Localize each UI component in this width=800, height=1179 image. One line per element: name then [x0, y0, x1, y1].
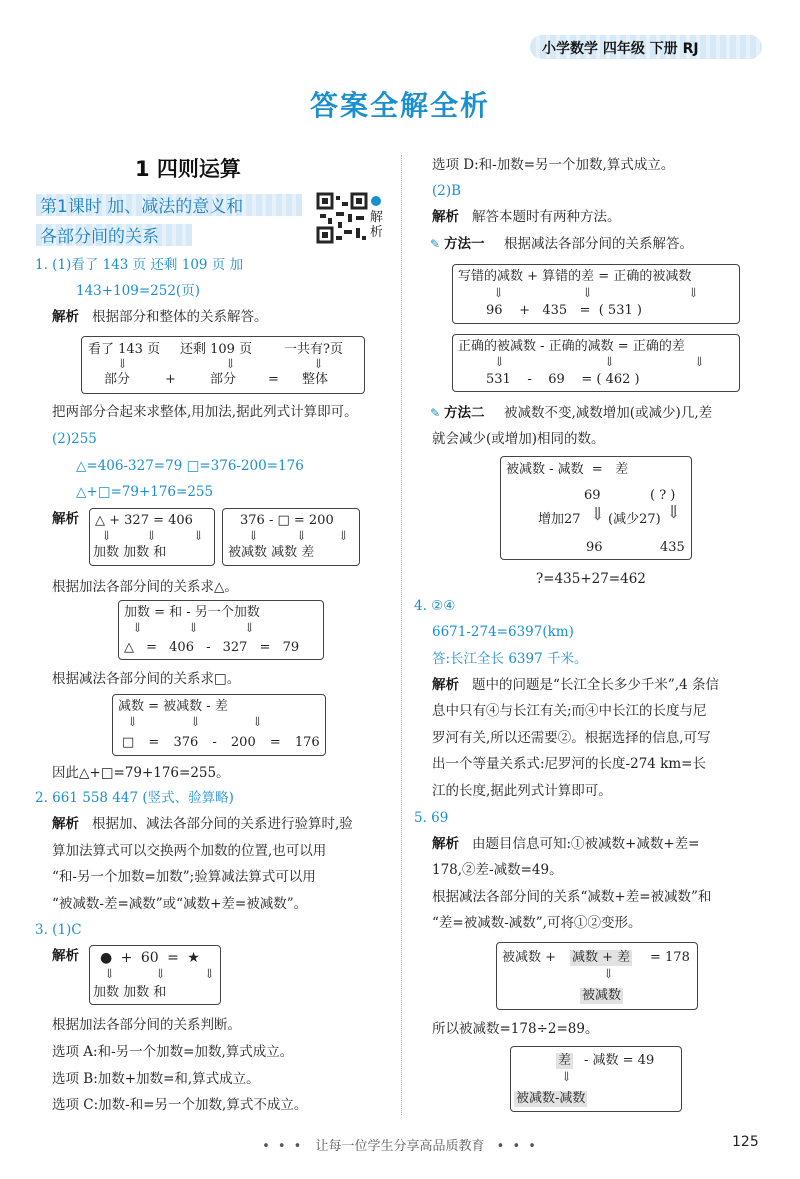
q5: 5. 69 [414, 810, 449, 826]
method1-text: 根据减法各部分间的关系解答。 [504, 236, 693, 252]
arrow-down-icon: ⇓ [494, 355, 505, 370]
q4-b: 答:长江全长 6397 千米。 [432, 651, 588, 667]
q4: 4. ②④ [414, 598, 456, 614]
box5-bot: 加数 加数 和 [93, 985, 167, 1000]
box1-f: 整体 [302, 372, 329, 387]
box1-b: 还剩 109 页 [180, 342, 253, 357]
box9-top-c: = 178 [650, 950, 690, 965]
box3-top: 加数 = 和 - 另一个加数 [124, 605, 260, 620]
arrow-down-icon: ⇓ [582, 286, 593, 301]
q4-a: 6671-274=6397(km) [432, 624, 574, 640]
box4-top: 减数 = 被减数 - 差 [118, 699, 228, 714]
arrow-down-icon: ⇓ [603, 967, 614, 982]
jx-label: 解析 [52, 511, 79, 527]
chapter-title: 1 四则运算 [135, 157, 241, 181]
box1-d: 部分 [104, 372, 131, 387]
qr-play-icon [371, 196, 381, 206]
q1-2a: △=406-327=79 □=376-200=176 [76, 458, 304, 474]
q1-2-c3: 因此△+□=79+176=255。 [52, 765, 230, 781]
q4-jx5: 江的长度,据此列式计算即可。 [432, 783, 612, 799]
box8-dec: (减少27) [608, 512, 661, 527]
q1-2-c1: 根据加法各部分间的关系求△。 [52, 579, 238, 595]
arrow-down-icon: ⇓ [132, 621, 143, 636]
jx-label: 解析 [52, 948, 79, 964]
qr-label: 解析 [370, 210, 384, 240]
arrow-down-icon: ⇓ [146, 529, 157, 544]
box8-v1: 69 [584, 488, 601, 503]
box10-top-b: - 减数 = 49 [584, 1053, 655, 1068]
arrow-down-icon: ⇓ [694, 355, 705, 370]
q3-c4: 选项 C:加数-和=另一个加数,算式不成立。 [52, 1097, 308, 1113]
header-tag-text: 小学数学 四年级 下册 RJ [542, 41, 699, 57]
box1-plus: + [165, 372, 176, 387]
q2-jx2: 算加法算式可以交换两个加数的位置,也可以用 [52, 843, 327, 859]
page-number: 125 [732, 1134, 759, 1150]
box10-top-a: 差 [558, 1053, 572, 1068]
arrow-down-icon: ⇓ [604, 355, 615, 370]
arrow-down-icon: ⇓ [117, 357, 128, 372]
method2-text1: 被减数不变,减数增加(或减少)几,差 [504, 405, 713, 421]
arrow-down-icon: ⇓ [204, 967, 215, 982]
jx-label: 解析 [52, 816, 79, 832]
box1-a: 看了 143 页 [88, 342, 161, 357]
box1-eq: = [268, 372, 279, 387]
column-divider [401, 155, 402, 1115]
arrow-down-icon: ⇓ [590, 504, 606, 525]
r3-jx: 解答本题时有两种方法。 [472, 209, 621, 225]
arrow-down-icon: ⇓ [101, 529, 112, 544]
q1-1-c: 把两部分合起来求整体,用加法,据此列式计算即可。 [52, 404, 358, 420]
box2b-bot: 被减数 减数 差 [228, 545, 315, 560]
lesson-title-2: 各部分间的关系 [40, 227, 159, 247]
box6-top: 写错的减数 + 算错的差 = 正确的被减数 [458, 269, 692, 284]
lesson-title-1: 第1课时 加、减法的意义和 [40, 197, 244, 217]
qr-code-icon[interactable] [316, 192, 368, 244]
arrow-down-icon: ⇓ [688, 286, 699, 301]
arrow-down-icon: ⇓ [155, 967, 166, 982]
box8-v2: 96 [586, 540, 603, 555]
q5-c1: 根据减法各部分间的关系“减数+差=被减数”和 [432, 889, 712, 905]
box4-bot: □ = 376 - 200 = 176 [122, 735, 320, 750]
q1-1-jx: 根据部分和整体的关系解答。 [92, 309, 268, 325]
box3-bot: △ = 406 - 327 = 79 [124, 640, 300, 655]
q5-c3: 所以被减数=178÷2=89。 [432, 1021, 599, 1037]
jx-label: 解析 [432, 209, 459, 225]
box1-e: 部分 [210, 372, 237, 387]
r1: 选项 D:和-加数=另一个加数,算式成立。 [432, 157, 675, 173]
q5-jx1: 由题目信息可知:①被减数+减数+差= [472, 836, 700, 852]
box7-bot: 531 - 69 = ( 462 ) [486, 372, 640, 387]
arrow-down-icon: ⇓ [190, 715, 201, 730]
box9-bot: 被减数 [582, 988, 622, 1003]
q1-1b: 143+109=252(页) [76, 283, 200, 299]
box6-bot: 96 + 435 = ( 531 ) [486, 303, 642, 318]
q4-jx3: 罗河有关,所以还需要②。根据选择的信息,可写 [432, 730, 711, 746]
box2b-top: 376 - □ = 200 [240, 513, 334, 528]
q3-c1: 根据加法各部分间的关系判断。 [52, 1017, 241, 1033]
method1-label: 方法一 [444, 236, 485, 252]
jx-label: 解析 [52, 309, 79, 325]
box8-top: 被减数 - 减数 = 差 [506, 462, 629, 477]
arrow-down-icon: ⇓ [338, 529, 349, 544]
q5-c2: “差=被减数-减数”,可将①②变形。 [432, 915, 642, 931]
arrow-down-icon: ⇓ [244, 621, 255, 636]
arrow-down-icon: ⇓ [493, 286, 504, 301]
q2-jx1: 根据加、减法各部分间的关系进行验算时,验 [92, 816, 353, 832]
pencil-icon: ✎ [430, 406, 441, 420]
q2: 2. 661 558 447 (竖式、验算略) [35, 790, 234, 806]
arrow-down-icon: ⇓ [248, 529, 259, 544]
box2a-top: △ + 327 = 406 [95, 513, 193, 528]
box8-q: ( ? ) [650, 488, 676, 503]
box7-top: 正确的被减数 - 正确的减数 = 正确的差 [458, 339, 685, 354]
q1-2-c2: 根据减法各部分间的关系求□。 [52, 671, 241, 687]
box10-bot: 被减数-减数 [516, 1091, 586, 1106]
box8-v3: 435 [660, 540, 685, 555]
footer-slogan-text: 让每一位学生分享高品质教育 [315, 1139, 485, 1154]
q1-2: (2)255 [52, 431, 97, 447]
box5-top: ● + 60 = ★ [100, 950, 200, 966]
q4-jx1: 题中的问题是“长江全长多少千米”,4 条信 [472, 677, 719, 693]
arrow-down-icon: ⇓ [252, 715, 263, 730]
arrow-down-icon: ⇓ [313, 357, 324, 372]
r-eq: ?=435+27=462 [536, 571, 646, 587]
q3: 3. (1)C [35, 922, 82, 938]
arrow-down-icon: ⇓ [561, 1070, 572, 1085]
method2-label: 方法二 [444, 405, 485, 421]
arrow-down-icon: ⇓ [127, 715, 138, 730]
method2-text2: 就会减少(或增加)相同的数。 [432, 431, 605, 447]
pencil-icon: ✎ [430, 237, 441, 251]
arrow-down-icon: ⇓ [193, 529, 204, 544]
q3-c3: 选项 B:加数+加数=和,算式成立。 [52, 1071, 260, 1087]
box8-inc: 增加27 [538, 512, 581, 527]
q4-jx2: 息中只有④与长江有关;而④中长江的长度与尼 [432, 703, 707, 719]
q2-jx3: “和-另一个加数=加数”;验算减法算式可以用 [52, 869, 316, 885]
arrow-down-icon: ⇓ [104, 967, 115, 982]
q1-2b: △+□=79+176=255 [76, 484, 214, 500]
box1-c: 一共有?页 [284, 342, 343, 357]
arrow-down-icon: ⇓ [225, 357, 236, 372]
q4-jx4: 出一个等量关系式:尼罗河的长度-274 km=长 [432, 756, 706, 772]
main-title: 答案全解全析 [309, 89, 490, 122]
jx-label: 解析 [432, 836, 459, 852]
footer-slogan: • • • 让每一位学生分享高品质教育 • • • [262, 1139, 538, 1154]
box2a-bot: 加数 加数 和 [93, 545, 167, 560]
jx-label: 解析 [432, 677, 459, 693]
r2: (2)B [432, 183, 462, 199]
q3-c2: 选项 A:和-另一个加数=加数,算式成立。 [52, 1044, 294, 1060]
q1-1: 1. (1)看了 143 页 还剩 109 页 加 [35, 257, 244, 273]
box9-top-b: 减数 + 差 [572, 950, 631, 965]
q2-jx4: “被减数-差=减数”或“减数+差=被减数”。 [52, 896, 308, 912]
arrow-down-icon: ⇓ [188, 621, 199, 636]
box9-top-a: 被减数 + [502, 950, 557, 965]
arrow-down-icon: ⇓ [296, 529, 307, 544]
q5-jx2: 178,②差-减数=49。 [432, 862, 563, 878]
arrow-down-icon: ⇓ [666, 502, 682, 523]
